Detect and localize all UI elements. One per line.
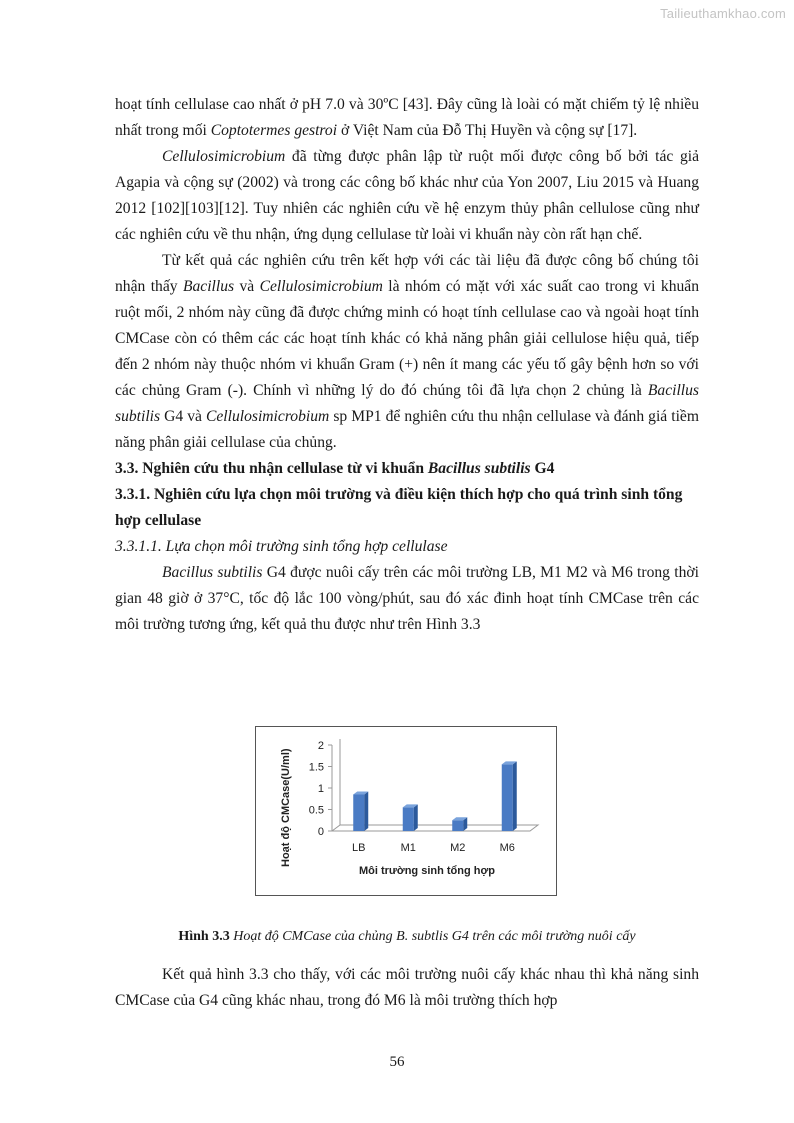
chart-bar-side: [364, 791, 368, 831]
chart-x-tick-label: M1: [400, 842, 416, 854]
species-name: Coptotermes gestroi: [210, 122, 338, 139]
chart-figure-3-3: [255, 726, 557, 896]
chart-x-ticks: [352, 842, 515, 854]
chart-bar: [353, 791, 368, 831]
chart-bar-side: [513, 761, 517, 831]
chart-bar-front: [353, 794, 364, 831]
text: ở Việt Nam của Đỗ Thị Huyền và cộng sự [17].: [337, 122, 638, 139]
caption-label: Hình 3.3: [178, 929, 230, 944]
chart-x-tick-label: LB: [352, 842, 366, 854]
paragraph-3: [115, 248, 699, 456]
chart-y-ticks: [309, 740, 332, 838]
chart-x-label: Môi trường sinh tổng hợp: [358, 865, 496, 877]
caption-text: Hoạt độ CMCase của chủng B. subtlis G4 trên các môi trường nuôi cấy: [229, 929, 636, 944]
text: G4 và: [160, 408, 206, 425]
chart-y-tick-label: 1.5: [308, 761, 324, 774]
chart-x-tick-label: M6: [499, 842, 515, 854]
figure-caption: [115, 926, 699, 948]
chart-back-wall: [332, 739, 340, 831]
paragraph-2: [115, 144, 699, 248]
chart-svg: [256, 727, 556, 895]
chart-bar-front: [502, 764, 513, 831]
page-number: 56: [389, 1054, 405, 1070]
species-name: Cellulosimicrobium: [205, 408, 330, 425]
section-heading-3-3: [115, 456, 699, 482]
paragraph-4: [115, 560, 699, 638]
species-name: Cellulosimicrobium: [259, 278, 383, 295]
chart-bars: [353, 761, 517, 831]
chart-y-tick-label: 0: [317, 826, 324, 838]
species-name: Bacillus subtilis: [162, 564, 263, 581]
section-heading-3-3-1-1: 3.3.1.1. Lựa chọn môi trường sinh tổng hợp cellulase: [115, 538, 448, 555]
chart-y-label: Hoạt độ CMCase(U/ml): [280, 748, 292, 867]
paragraph-1: [115, 92, 699, 144]
species-name: Cellulosimicrobium: [162, 148, 286, 165]
page-body: [115, 92, 699, 638]
paragraph-5: Kết quả hình 3.3 cho thấy, với các môi trường nuôi cấy khác nhau thì khả năng sinh CMCase của G4 cũng khác nhau, trong đó M6 là môi trường thích hợp: [115, 966, 699, 1009]
chart-x-tick-label: M2: [450, 842, 466, 854]
chart-y-tick-label: 1: [317, 783, 324, 795]
species-name: Bacillus subtilis: [115, 382, 699, 425]
species-name: Bacillus: [182, 278, 235, 295]
text: là nhóm có mặt với xác suất cao trong vi khuẩn ruột mối, 2 nhóm này cũng đã được chứng minh có hoạt tính cellulase cao và ngoài hoạt tính CMCase còn có thêm các các hoạt tính khác có khả năng phân giải cellulose hiệu quả, tiếp đến 2 nhóm này thuộc nhóm vi khuẩn Gram (+) nên ít mang các yếu tố gây bệnh hơn so với các chủng Gram (-). Chính vì những lý do đó chúng tôi đã lựa chọn 2 chủng là: [115, 278, 700, 399]
text: đã từng được phân lập từ ruột mối được công bố bởi tác giả Agapia và cộng sự (2002) và trong các công bố khác như của Yon 2007, Liu 2015 và Huang 2012 [102][103][12]. Tuy nhiên các nghiên cứu về hệ enzym thủy phân cellulose cũng như các nghiên cứu về thu nhận, ứng dụng cellulase từ loài vi khuẩn này còn rất hạn chế.: [115, 148, 699, 243]
text: 3.3. Nghiên cứu thu nhận cellulase từ vi khuẩn: [115, 460, 428, 477]
section-heading-3-3-1: 3.3.1. Nghiên cứu lựa chọn môi trường và điều kiện thích hợp cho quá trình sinh tổng hợp cellulase: [115, 486, 683, 529]
chart-bar: [403, 804, 418, 831]
species-name: Bacillus subtilis: [427, 460, 531, 477]
chart-y-tick-label: 0.5: [308, 804, 324, 817]
watermark: Tailieuthamkhao.com: [660, 6, 786, 21]
text: G4 được nuôi cấy trên các môi trường LB, M1 M2 và M6 trong thời gian 48 giờ ở 37°C, tốc độ lắc 100 vòng/phút, sau đó xác đinh hoạt tính CMCase trên các môi trường tương ứng, kết quả thu được như trên Hình 3.3: [115, 564, 699, 633]
chart-y-tick-label: 2: [317, 740, 324, 752]
text: Từ kết quả các nghiên cứu trên kết hợp với các tài liệu đã được công bố chúng tôi nhận thấy: [115, 252, 699, 295]
chart-bar: [452, 817, 467, 831]
text: và: [234, 278, 260, 295]
chart-bar: [502, 761, 517, 831]
chart-bar-side: [414, 804, 418, 831]
text: sp MP1 để nghiên cứu thu nhận cellulase và đánh giá tiềm năng phân giải cellulase của chủng.: [115, 408, 699, 451]
chart-bar-front: [452, 820, 463, 831]
text: G4: [530, 460, 555, 477]
chart-bar-front: [403, 807, 414, 831]
text: hoạt tính cellulase cao nhất ở pH 7.0 và 30ºC [43]. Đây cũng là loài có mặt chiếm tỷ lệ nhiều nhất trong mối: [115, 96, 699, 139]
